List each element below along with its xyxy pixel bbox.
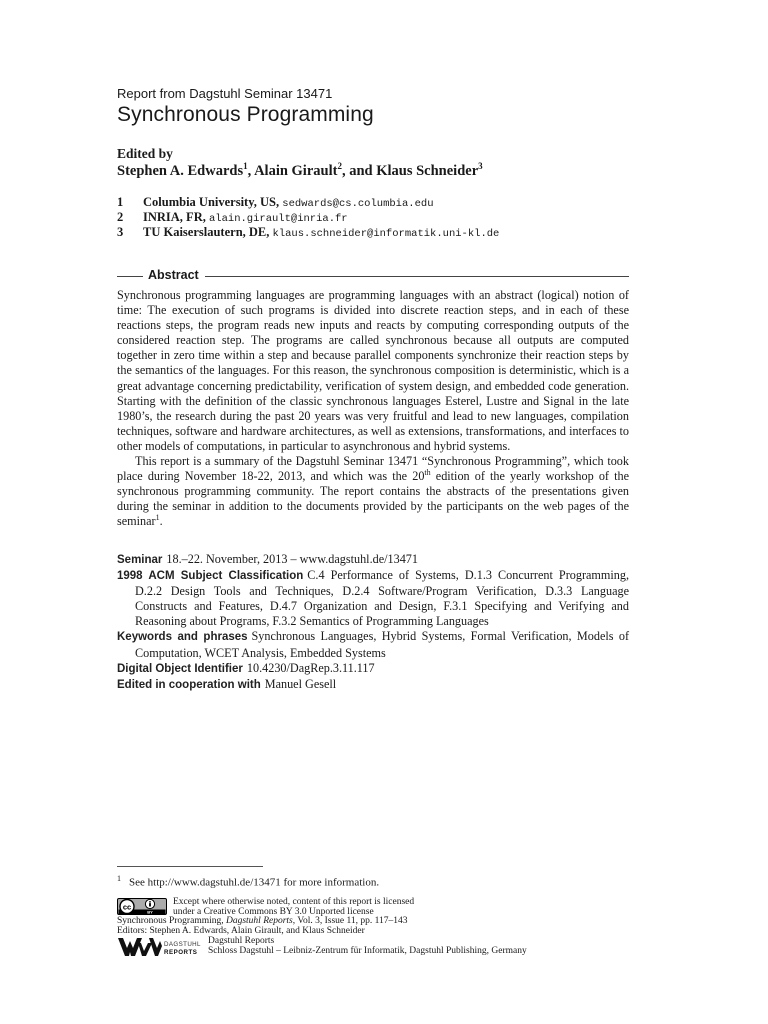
author-affiliation-mark: 3 (478, 161, 483, 171)
meta-value: Synchronous Languages, Hybrid Systems, Formal Verification, Models of Computation, WCET Analysis, Embedded Systems (135, 629, 629, 660)
abstract-text: edition of the yearly workshop of the synchronous programming community. The report contains the abstracts of the presentations given during the seminar in addition to the documents provided by the participants on the web pages of the seminar (117, 469, 629, 529)
meta-label: Seminar (117, 554, 163, 566)
affiliation-number: 2 (117, 210, 124, 224)
citation-journal: Dagstuhl Reports (225, 916, 293, 926)
footnote-divider (117, 866, 263, 867)
citation-line (117, 916, 408, 926)
citation-title: Synchronous Programming, (117, 916, 226, 926)
keywords (117, 629, 629, 660)
abstract-paragraph (117, 454, 629, 529)
affiliation-email-link[interactable]: klaus.schneider@informatik.uni-kl.de (272, 228, 500, 240)
seminar-info (117, 552, 629, 568)
affiliation-email-link[interactable]: alain.girault@inria.fr (208, 213, 348, 225)
doi (117, 661, 629, 677)
abstract-text: . (159, 514, 163, 529)
author-list (117, 161, 483, 180)
edited-in-cooperation (117, 677, 629, 693)
rule-left-segment (117, 276, 143, 277)
author-name: Klaus Schneider (376, 162, 479, 179)
cc-badge-text: BY (147, 909, 153, 915)
logo-word: DAGSTUHL (164, 941, 201, 948)
affiliation-row (117, 195, 434, 210)
rule-right-segment (205, 276, 629, 277)
ordinal-superscript: th (424, 468, 431, 478)
meta-label: 1998 ACM Subject Classification (117, 570, 304, 583)
abstract-body (117, 288, 629, 530)
citation-editors: Editors: Stephen A. Edwards, Alain Girault, and Klaus Schneider (117, 926, 365, 937)
publisher-info (208, 936, 527, 957)
affiliation-name: INRIA, FR, (143, 210, 206, 224)
affiliation-row (117, 210, 348, 225)
license-link[interactable]: under a Creative Commons BY 3.0 Unported license (173, 907, 374, 918)
author-affiliation-mark: 2 (337, 161, 342, 171)
publisher-series: Dagstuhl Reports (208, 936, 275, 946)
affiliation-name: TU Kaiserslautern, DE, (143, 225, 270, 239)
footnote-reference[interactable]: 1 (155, 513, 160, 523)
publisher-name: Schloss Dagstuhl – Leibniz-Zentrum für Informatik, Dagstuhl Publishing, Germany (208, 946, 527, 957)
footnote-mark: 1 (117, 874, 121, 883)
author-name: Stephen A. Edwards (117, 162, 244, 179)
report-title: Synchronous Programming (117, 103, 374, 126)
abstract-paragraph: Synchronous programming languages are programming languages with an abstract (logical) notion of time: The execution of such programs is divided into discrete reaction steps, and in each of these reactions steps, the program reads new inputs and reacts by computing corresponding outputs of the considered reaction step. The programs are called synchronous because all outputs are computed together in zero time within a step and because parallel components synchronize their reaction steps by the semantics of the languages. For this reason, the synchronous composition is deterministic, which is a great advantage concerning predictability, verification of system design, and embedded code generation. Starting with the definition of the classic synchronous languages Esterel, Lustre and Signal in the late 1980’s, the research during the past 20 years was very fruitful and lead to new languages, compilation techniques, software and hardware architectures, as well as extensions, transformations, and interfaces to other models of computations, in particular to asynchronous and hybrid systems. (117, 288, 629, 453)
abstract-heading: Abstract (148, 268, 199, 282)
meta-label: Keywords and phrases (117, 631, 248, 644)
author-separator: , (247, 162, 255, 179)
affiliation-number: 3 (117, 225, 124, 239)
author-separator: , and (341, 162, 377, 179)
footnote-text[interactable]: See http://www.dagstuhl.de/13471 for more information. (129, 876, 380, 889)
seminar-link[interactable]: 18.–22. November, 2013 – www.dagstuhl.de/13471 (166, 552, 418, 566)
meta-label: Edited in cooperation with (117, 678, 261, 691)
meta-value: C.4 Performance of Systems, D.1.3 Concurrent Programming, D.2.2 Design Tools and Techniques, D.2.4 Software/Program Verification, D.3.3 Language Constructs and Features, D.4.7 Organization and Design, F.3.1 Specifying and Verifying and Reasoning about Programs, F.3.2 Semantics of Programming Languages (135, 568, 629, 629)
affiliation-number: 1 (117, 195, 124, 209)
license-line: Except where otherwise noted, content of this report is licensed (173, 897, 415, 907)
author-affiliation-mark: 1 (243, 161, 248, 171)
footnote (117, 874, 379, 889)
author-name: Alain Girault (254, 162, 338, 179)
affiliation-email-link[interactable]: sedwards@cs.columbia.edu (282, 198, 434, 210)
doi-link[interactable]: 10.4230/DagRep.3.11.117 (246, 660, 375, 675)
acm-classification (117, 568, 629, 629)
dagstuhl-reports-logo (117, 937, 203, 957)
affiliation-row (117, 225, 499, 240)
meta-label: Digital Object Identifier (117, 662, 243, 675)
citation-block (117, 916, 408, 937)
abstract-heading-rule (117, 268, 629, 282)
abstract-text: This report is a summary of the Dagstuhl Seminar 13471 “Synchronous Programming”, which took place during November 18-22, 2013, and which was the 20 (117, 454, 629, 484)
creative-commons-by-icon[interactable] (117, 898, 167, 915)
license-notice (173, 897, 414, 918)
meta-value: Manuel Gesell (264, 676, 337, 691)
metadata-block (117, 552, 629, 693)
report-from-line: Report from Dagstuhl Seminar 13471 (117, 86, 333, 101)
svg-text:cc: cc (122, 902, 132, 912)
edited-by-label: Edited by (117, 146, 173, 161)
citation-volume: , Vol. 3, Issue 11, pp. 117–143 (292, 916, 408, 926)
logo-word: REPORTS (164, 949, 198, 956)
affiliation-name: Columbia University, US, (143, 195, 280, 209)
